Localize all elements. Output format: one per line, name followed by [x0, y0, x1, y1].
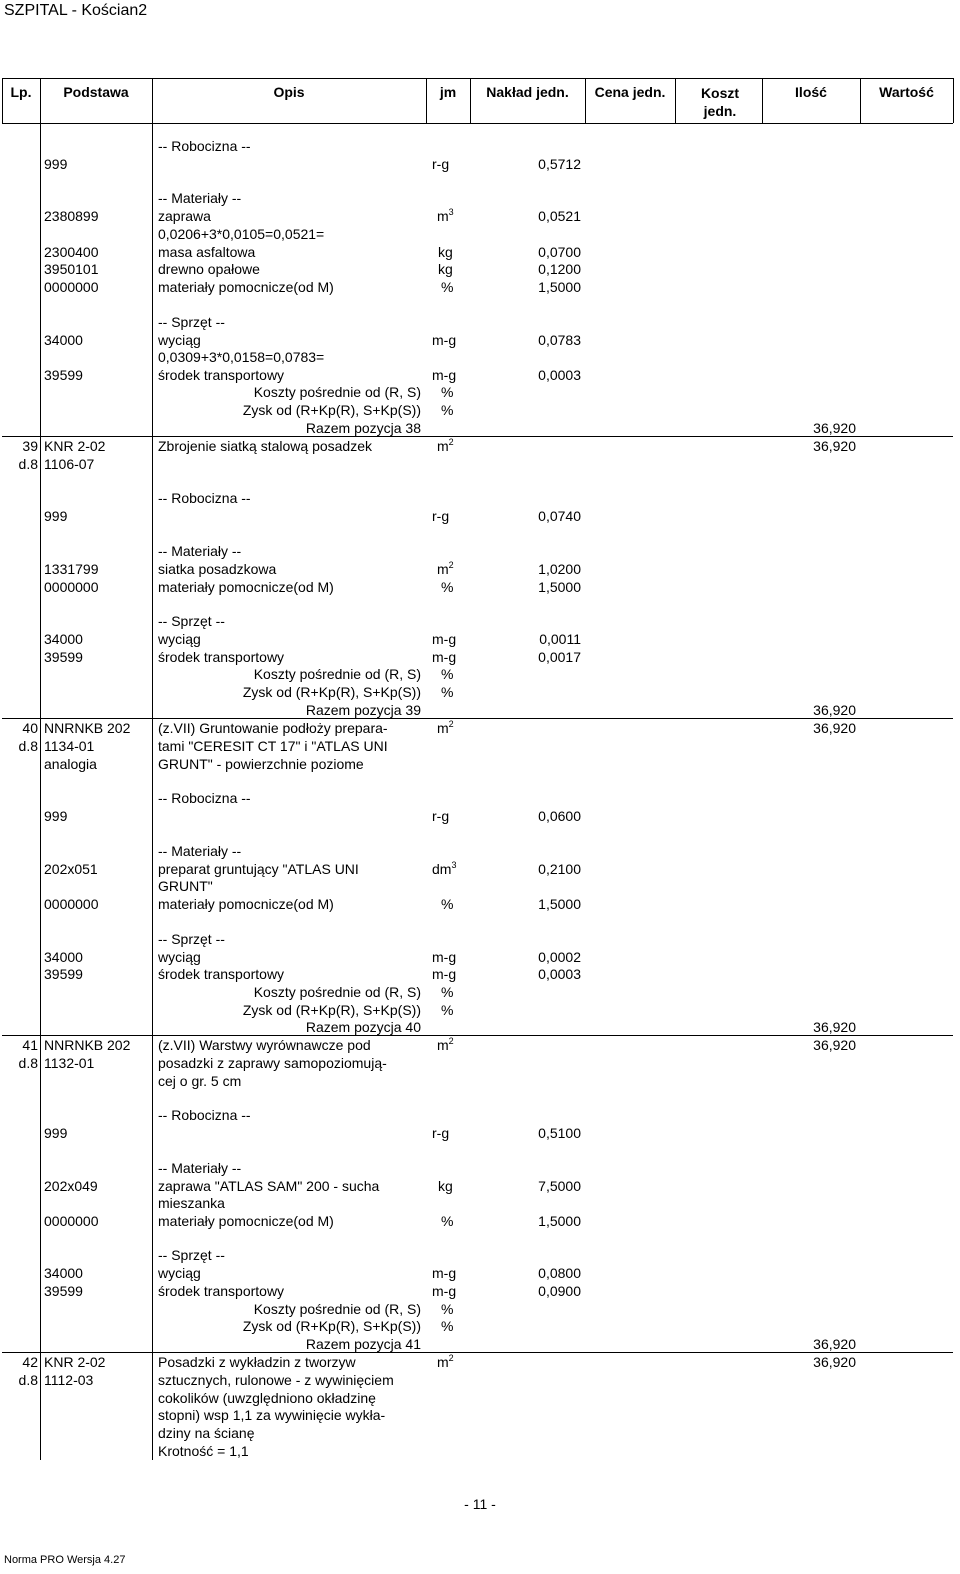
norm-value: 0,0900 — [538, 1283, 581, 1299]
resource-name: zaprawa — [158, 208, 211, 224]
resource-name: materiały pomocnicze(od M) — [158, 579, 334, 595]
resource-code: 0000000 — [44, 896, 99, 912]
resource-code: 0000000 — [44, 579, 99, 595]
position-description: dziny na ścianę — [158, 1425, 255, 1441]
position-total-label: Razem pozycja 40 — [305, 1019, 421, 1035]
unit: % — [441, 402, 454, 418]
header-cena: Cena jedn. — [594, 84, 666, 100]
position-number-suffix: d.8 — [18, 738, 38, 754]
section-label: -- Materiały -- — [158, 190, 242, 206]
resource-code: 39599 — [44, 649, 83, 665]
section-label: -- Sprzęt -- — [158, 931, 225, 947]
resource-name: siatka posadzkowa — [158, 561, 277, 577]
position-quantity: 36,920 — [813, 1019, 856, 1035]
position-number: 39 — [22, 438, 38, 454]
norm-value: 0,2100 — [538, 861, 581, 877]
unit: m-g — [432, 649, 457, 665]
resource-name: środek transportowy — [158, 1283, 285, 1299]
resource-code: 39599 — [44, 966, 83, 982]
position-quantity: 36,920 — [813, 1354, 856, 1370]
resource-code: 34000 — [44, 949, 83, 965]
resource-code: 1331799 — [44, 561, 99, 577]
norm-value: 1,5000 — [538, 279, 581, 295]
resource-code: 999 — [44, 508, 68, 524]
unit: $m^2$ — [437, 719, 454, 736]
indirect-costs-label: Koszty pośrednie od (R, S) — [253, 666, 421, 682]
header-bottom-line — [2, 123, 953, 124]
position-description: Krotność = 1,1 — [158, 1443, 249, 1459]
unit: % — [441, 1002, 454, 1018]
resource-name: środek transportowy — [158, 966, 285, 982]
position-description: Posadzki z wykładzin z tworzyw — [158, 1354, 356, 1370]
unit: m-g — [432, 966, 457, 982]
position-basis: 1112-03 — [44, 1372, 94, 1388]
section-label: -- Robocizna -- — [158, 790, 251, 806]
position-basis: KNR 2-02 — [44, 438, 106, 454]
position-basis: KNR 2-02 — [44, 1354, 106, 1370]
section-label: -- Robocizna -- — [158, 490, 251, 506]
resource-code: 39599 — [44, 1283, 83, 1299]
profit-label: Zysk od (R+Kp(R), S+Kp(S)) — [242, 1318, 421, 1334]
unit: r-g — [432, 1125, 450, 1141]
resource-name: GRUNT" — [158, 878, 213, 894]
section-label: -- Materiały -- — [158, 543, 242, 559]
resource-code: 3950101 — [44, 261, 99, 277]
header-naklad: Nakład jedn. — [486, 84, 569, 100]
header-jm: jm — [439, 84, 457, 100]
norm-value: 0,5712 — [538, 156, 581, 172]
resource-code: 0000000 — [44, 279, 99, 295]
unit: m-g — [432, 949, 457, 965]
position-total-label: Razem pozycja 38 — [305, 420, 421, 436]
position-description: tami "CERESIT CT 17" i "ATLAS UNI — [158, 738, 388, 754]
section-label: -- Sprzęt -- — [158, 1247, 225, 1263]
profit-label: Zysk od (R+Kp(R), S+Kp(S)) — [242, 684, 421, 700]
position-description: cokolików (uwzględniono okładzinę — [158, 1390, 376, 1406]
position-basis: analogia — [44, 756, 97, 772]
resource-name: środek transportowy — [158, 649, 285, 665]
resource-name: drewno opałowe — [158, 261, 260, 277]
header-ilosc: Ilość — [795, 84, 827, 100]
unit: $m^2$ — [437, 437, 454, 454]
position-number: 42 — [22, 1354, 38, 1370]
position-description: stopni) wsp 1,1 za wywinięcie wykła- — [158, 1407, 386, 1423]
position-basis: NNRNKB 202 — [44, 720, 131, 736]
position-number: 41 — [22, 1037, 38, 1053]
unit: m-g — [432, 1265, 457, 1281]
position-basis: 1134-01 — [44, 738, 95, 754]
resource-name: preparat gruntujący "ATLAS UNI — [158, 861, 359, 877]
column-divider — [40, 78, 41, 1460]
resource-code: 202x049 — [44, 1178, 98, 1194]
position-number: 40 — [22, 720, 38, 736]
norm-value: 0,0521 — [538, 208, 581, 224]
indirect-costs-label: Koszty pośrednie od (R, S) — [253, 1301, 421, 1317]
position-total-label: Razem pozycja 41 — [305, 1336, 421, 1352]
norm-value: 1,5000 — [538, 1213, 581, 1229]
unit: % — [441, 984, 454, 1000]
position-basis: 1132-01 — [44, 1055, 95, 1071]
unit: % — [441, 279, 454, 295]
resource-code: 34000 — [44, 631, 83, 647]
unit: kg — [438, 1178, 453, 1194]
resource-name: mieszanka — [158, 1195, 225, 1211]
indirect-costs-label: Koszty pośrednie od (R, S) — [253, 384, 421, 400]
header-lp: Lp. — [10, 84, 32, 100]
section-label: -- Materiały -- — [158, 843, 242, 859]
profit-label: Zysk od (R+Kp(R), S+Kp(S)) — [242, 1002, 421, 1018]
unit: % — [441, 896, 454, 912]
position-description: cej o gr. 5 cm — [158, 1073, 242, 1089]
unit: r-g — [432, 156, 450, 172]
footer-software: Norma PRO Wersja 4.27 — [4, 1554, 126, 1566]
unit: m-g — [432, 1283, 457, 1299]
unit: % — [441, 666, 454, 682]
resource-code: 999 — [44, 156, 68, 172]
norm-value: 0,0017 — [538, 649, 581, 665]
column-divider — [152, 78, 153, 1460]
resource-name: masa asfaltowa — [158, 244, 256, 260]
unit: kg — [438, 261, 453, 277]
norm-value: 0,0011 — [539, 631, 581, 647]
unit: $m^2$ — [437, 560, 454, 577]
norm-value: 0,0800 — [538, 1265, 581, 1281]
norm-value: 1,5000 — [538, 579, 581, 595]
unit: m-g — [432, 367, 457, 383]
unit: $m^3$ — [437, 207, 454, 224]
section-label: -- Materiały -- — [158, 1160, 242, 1176]
norm-value: 7,5000 — [538, 1178, 581, 1194]
position-quantity: 36,920 — [813, 702, 856, 718]
norm-value: 0,0740 — [538, 508, 581, 524]
unit: % — [441, 579, 454, 595]
section-label: -- Sprzęt -- — [158, 613, 225, 629]
position-number-suffix: d.8 — [18, 456, 38, 472]
unit: r-g — [432, 508, 450, 524]
unit: $m^2$ — [437, 1036, 454, 1053]
header-koszt: Koszt jedn. — [700, 85, 740, 119]
position-quantity: 36,920 — [813, 420, 856, 436]
norm-value: 0,5100 — [538, 1125, 581, 1141]
unit: $dm^3$ — [432, 860, 457, 877]
unit: % — [441, 384, 454, 400]
norm-value: 0,0003 — [538, 966, 581, 982]
header-podstawa: Podstawa — [63, 84, 129, 100]
resource-name: zaprawa "ATLAS SAM" 200 - sucha — [158, 1178, 380, 1194]
position-quantity: 36,920 — [813, 438, 856, 454]
unit: m-g — [432, 332, 457, 348]
position-basis: 1106-07 — [44, 456, 95, 472]
unit: kg — [438, 244, 453, 260]
norm-value: 0,0700 — [538, 244, 581, 260]
resource-code: 0000000 — [44, 1213, 99, 1229]
norm-value: 0,1200 — [538, 261, 581, 277]
position-quantity: 36,920 — [813, 1037, 856, 1053]
unit: % — [441, 1213, 454, 1229]
formula: 0,0206+3*0,0105=0,0521= — [158, 226, 325, 242]
resource-code: 39599 — [44, 367, 83, 383]
formula: 0,0309+3*0,0158=0,0783= — [158, 349, 325, 365]
norm-value: 0,0783 — [538, 332, 581, 348]
resource-name: środek transportowy — [158, 367, 285, 383]
position-description: GRUNT" - powierzchnie poziome — [158, 756, 364, 772]
norm-value: 1,5000 — [538, 896, 581, 912]
header-wartosc: Wartość — [879, 84, 934, 100]
section-label: -- Robocizna -- — [158, 138, 251, 154]
position-number-suffix: d.8 — [18, 1372, 38, 1388]
resource-name: materiały pomocnicze(od M) — [158, 279, 334, 295]
position-description: sztucznych, rulonowe - z wywinięciem — [158, 1372, 394, 1388]
resource-name: wyciąg — [158, 1265, 201, 1281]
position-basis: NNRNKB 202 — [44, 1037, 131, 1053]
unit: % — [441, 1301, 454, 1317]
resource-code: 999 — [44, 1125, 68, 1141]
resource-name: materiały pomocnicze(od M) — [158, 896, 334, 912]
section-label: -- Robocizna -- — [158, 1107, 251, 1123]
page-number: - 11 - — [464, 1496, 496, 1512]
position-total-label: Razem pozycja 39 — [305, 702, 421, 718]
resource-name: wyciąg — [158, 332, 201, 348]
profit-label: Zysk od (R+Kp(R), S+Kp(S)) — [242, 402, 421, 418]
position-quantity: 36,920 — [813, 720, 856, 736]
resource-name: materiały pomocnicze(od M) — [158, 1213, 334, 1229]
table-top-line — [2, 78, 953, 79]
position-number-suffix: d.8 — [18, 1055, 38, 1071]
unit: m-g — [432, 631, 457, 647]
resource-code: 2380899 — [44, 208, 99, 224]
norm-value: 0,0002 — [538, 949, 581, 965]
unit: r-g — [432, 808, 450, 824]
resource-code: 2300400 — [44, 244, 99, 260]
resource-code: 34000 — [44, 332, 83, 348]
norm-value: 0,0003 — [538, 367, 581, 383]
resource-name: wyciąg — [158, 949, 201, 965]
unit: $m^2$ — [437, 1353, 454, 1370]
position-description: Zbrojenie siatką stalową posadzek — [158, 438, 373, 454]
section-label: -- Sprzęt -- — [158, 314, 225, 330]
resource-name: wyciąg — [158, 631, 201, 647]
indirect-costs-label: Koszty pośrednie od (R, S) — [253, 984, 421, 1000]
unit: % — [441, 1318, 454, 1334]
resource-code: 34000 — [44, 1265, 83, 1281]
position-quantity: 36,920 — [813, 1336, 856, 1352]
norm-value: 0,0600 — [538, 808, 581, 824]
resource-code: 999 — [44, 808, 68, 824]
document-title: SZPITAL - Kościan2 — [4, 2, 148, 19]
position-description: (z.VII) Warstwy wyrównawcze pod — [158, 1037, 371, 1053]
unit: % — [441, 684, 454, 700]
norm-value: 1,0200 — [538, 561, 581, 577]
position-description: posadzki z zaprawy samopoziomują- — [158, 1055, 387, 1071]
header-opis: Opis — [273, 84, 305, 100]
position-description: (z.VII) Gruntowanie podłoży prepara- — [158, 720, 388, 736]
resource-code: 202x051 — [44, 861, 98, 877]
